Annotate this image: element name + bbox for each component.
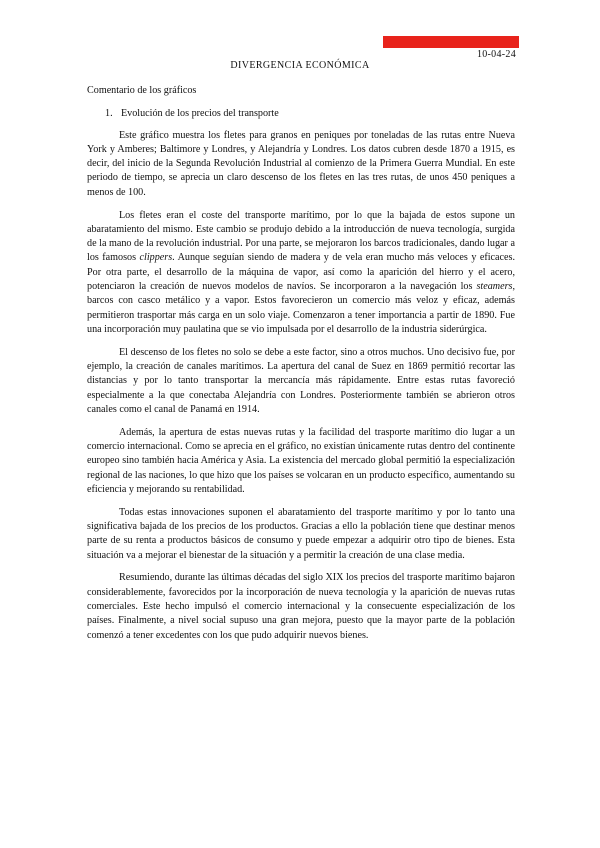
list-item-text: Evolución de los precios del transporte — [121, 108, 279, 120]
paragraph-4: Además, la apertura de estas nuevas rutas y la facilidad del trasporte marítimo dio lugar a un comercio internacional. Como se aprecia en el gráfico, no existían únicamente rutas dentro del continente europeo sino también hacia América y Asia. La existencia del mercado global permitió la especialización regional de las naciones, lo que hizo que los países se volcaran en un producto específico, aumentando su eficiencia y mejorando su rentabilidad. — [87, 426, 515, 495]
paragraph-6: Resumiendo, durante las últimas décadas del siglo XIX los precios del trasporte marítimo bajaron considerablemente, favorecidos por la incorporación de nueva tecnología y la aparición de nuevas rutas comerciales. Este hecho impulsó el comercio internacional y la consecuente especialización de los países. Finalmente, a nivel social supuso una gran mejora, puesto que la mayor parte de la población comenzó a tener excedentes con los que pudo adquirir nuevos bienes. — [87, 572, 515, 641]
paragraph-3: El descenso de los fletes no solo se debe a este factor, sino a otros muchos. Uno decisivo fue, por ejemplo, la creación de canales marítimos. La apertura del canal de Suez en 1869 permitió recortar las distancias y por lo tanto transportar la mercancía más rápidamente. Entre estas rutas favoreció especialmente a la que conectaba Alejandría con Londres. Posteriormente también se abrieron otros canales como el canal de Panamá en 1914. — [87, 346, 515, 415]
paragraph-2 — [87, 209, 515, 338]
paragraph-5: Todas estas innovaciones suponen el abaratamiento del trasporte marítimo y por lo tanto una significativa bajada de los precios de los productos. Gracias a ello la población tiene que destinar menos parte de su renta a productos básicos de consumo y puede empezar a adquirir otro tipo de bienes. Esta situación va a mejorar el bienestar de la situación y a permitir la creación de una clase media. — [87, 506, 515, 561]
paragraph-2-part-b: . Aunque seguían siendo de madera y de vela eran mucho más veloces y eficaces. Por otra parte, el desarrollo de la máquina de vapor, así como la aparición del hierro y el acero, potenciaron la creación de nuevos modelos de navíos. Se incorporaron a la navegación los — [87, 252, 515, 293]
document-title: DIVERGENCIA ECONÓMICA — [230, 60, 370, 71]
paragraph-1: Este gráfico muestra los fletes para granos en peniques por toneladas de las rutas entre Nueva York y Amberes; Baltimore y Londres, y Alejandría y Londres. Los datos cubren desde 1870 a 1915, es decir, del inicio de la Segunda Revolución Industrial al comienzo de la Primera Guerra Mundial. En este periodo de tiempo, se aprecia un claro descenso de los fletes en las tres rutas, de unos 450 peniques a menos de 100. — [87, 129, 515, 198]
term-clippers: clippers — [139, 252, 173, 264]
list-item-number: 1. — [105, 108, 113, 120]
header-accent-bar — [383, 36, 519, 48]
term-steamers: steamers — [476, 281, 513, 293]
section-heading: Comentario de los gráficos — [87, 85, 197, 96]
document-date: 10-04-24 — [476, 49, 516, 60]
paragraph-2-part-a: Los fletes eran el coste del transporte marítimo, por lo que la bajada de estos supone un abaratamiento del mismo. Este cambio se produjo debido a la introducción de nueva tecnología, surgida de la mano de la revolución industrial. Por una parte, se mejoraron los barcos tradicionales, dando lugar a los famosos — [87, 209, 515, 264]
paragraph-2-part-c: , barcos con casco metálico y a vapor. Estos favorecieron un comercio más veloz y eficaz, además permitieron trasportar más carga en un solo viaje. Comenzaron a tener importancia a partir de 1890. Fue una incorporación muy paulatina que se vio impulsada por el desarrollo de la industria siderúrgica. — [87, 281, 515, 335]
document-body — [87, 84, 515, 651]
numbered-list-item — [105, 107, 515, 121]
